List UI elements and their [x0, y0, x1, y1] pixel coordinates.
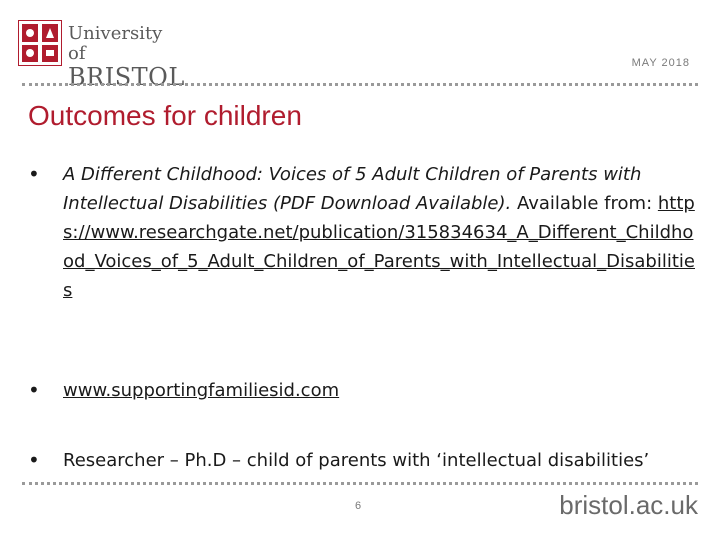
- bullet-dot-icon: •: [28, 162, 40, 186]
- date-label: MAY 2018: [631, 57, 690, 69]
- page-number: 6: [355, 500, 362, 512]
- citation-link[interactable]: https://www.researchgate.net/publication/315834634_A_Different_Childhood_Voices_of_5_Adult_Children_of_Parents_with_Intellectual_Disabilities: [63, 193, 695, 301]
- bullet-dot-icon: •: [28, 378, 40, 402]
- footer-brand: bristol.ac.uk: [559, 490, 698, 520]
- university-logo: [18, 20, 185, 91]
- crest-icon: [18, 20, 62, 66]
- website-link[interactable]: www.supportingfamiliesid.com: [63, 380, 340, 401]
- logo-line-1: University of: [68, 23, 163, 64]
- bullet-citation-text: Available from:: [511, 193, 658, 214]
- bullet-item: [28, 446, 649, 475]
- bullet-item: [28, 376, 339, 405]
- bottom-divider: [22, 482, 698, 485]
- bullet-item: [28, 160, 698, 305]
- bullet-citation-title: A Different Childhood: Voices of 5 Adult Children of Parents with Intellectual Disabilities (PDF Download Available).: [63, 164, 642, 214]
- bullet-text: Researcher – Ph.D – child of parents with ‘intellectual disabilities’: [63, 450, 650, 471]
- bullet-dot-icon: •: [28, 448, 40, 472]
- logo-line-2: BRISTOL: [68, 63, 185, 91]
- top-divider: [22, 83, 698, 86]
- logo-wordmark: [68, 24, 185, 90]
- slide-title: Outcomes for children: [28, 100, 302, 131]
